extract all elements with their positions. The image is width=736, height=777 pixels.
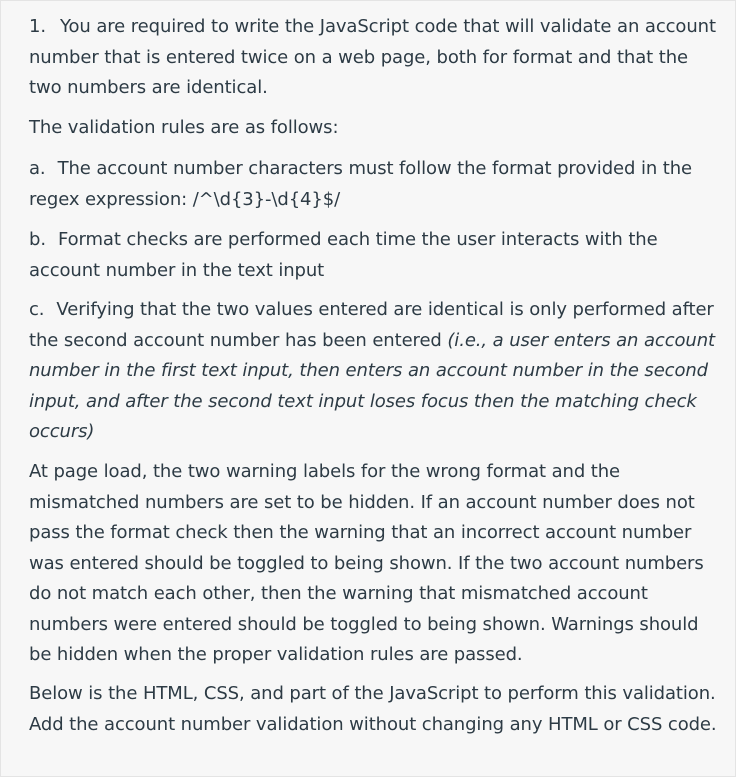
rule-b: [29, 225, 721, 286]
page-load-paragraph: At page load, the two warning labels for the wrong format and the mismatched numbers are set to be hidden. If an account number does not pass the format check then the warning that an incorrect account number was entered should be toggled to being shown. If the two account numbers do not match each other, then the warning that mismatched account numbers were entered should be toggled to being shown. Warnings should be hidden when the proper validation rules are passed.: [29, 461, 704, 665]
question-number: 1.: [29, 16, 46, 37]
rule-a: [29, 154, 721, 215]
rule-b-letter: b.: [29, 229, 46, 250]
closing-paragraph: Below is the HTML, CSS, and part of the JavaScript to perform this validation. Add the account number validation without changing any HTML or CSS code.: [29, 683, 717, 735]
rule-a-text: The account number characters must follow the format provided in the regex expression: /^\d{3}-\d{4}$/: [29, 158, 693, 210]
rules-heading: The validation rules are as follows:: [29, 117, 339, 138]
question-intro-text: You are required to write the JavaScript code that will validate an account number that is entered twice on a web page, both for format and that the two numbers are identical.: [29, 16, 716, 98]
rule-c: [29, 295, 721, 448]
rule-b-text: Format checks are performed each time the user interacts with the account number in the text input: [29, 229, 658, 281]
rule-c-text: Verifying that the two values entered are identical is only performed after the second account number has been entered: [29, 299, 714, 351]
rule-c-note: (i.e., a user enters an account number in the first text input, then enters an account number in the second input, and after the second text input loses focus then the matching check occurs): [29, 329, 715, 442]
rule-a-letter: a.: [29, 158, 46, 179]
question-intro-paragraph: [29, 12, 721, 104]
rule-c-letter: c.: [29, 299, 45, 320]
